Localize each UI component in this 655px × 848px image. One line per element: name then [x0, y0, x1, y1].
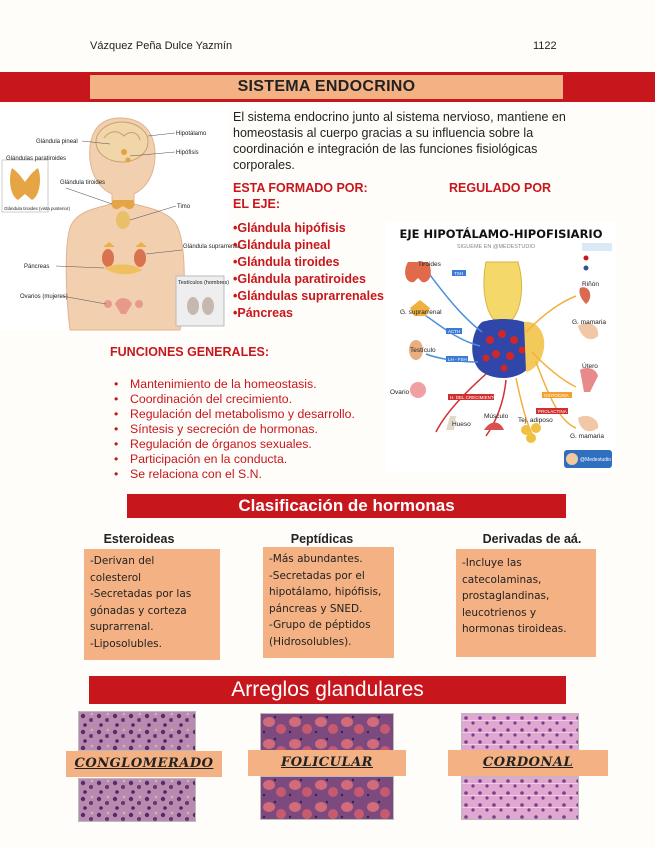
- tag-lhfsh: LH - FSH: [448, 357, 467, 362]
- funciones-list: [110, 377, 355, 482]
- box-line: hormonas tiroideas.: [462, 623, 567, 635]
- gland-item: • Glándula paratiroides: [233, 271, 393, 288]
- box-line: -Grupo de péptidos: [269, 619, 371, 631]
- label-ax-hueso: Hueso: [452, 421, 471, 428]
- arreglo-label-cordonal: CORDONAL: [448, 750, 608, 776]
- tag-gh: H. DEL CRECIMIENTO: [450, 395, 498, 400]
- gland-item: • Glándulas suprarrenales: [233, 288, 393, 305]
- funcion-item: • Participación en la conducta.: [110, 452, 355, 467]
- gland-item: • Glándula hipófisis: [233, 220, 393, 237]
- arreglo-label-conglomerado: CONGLOMERADO: [66, 751, 222, 777]
- funcion-item: • Se relaciona con el S.N.: [110, 467, 355, 482]
- hpa-axis-infographic: [386, 222, 616, 472]
- box-line: -Derivan del: [90, 555, 155, 567]
- column-title-esteroideas: Esteroideas: [103, 532, 175, 546]
- arreglos-heading: Arreglos glandulares: [89, 676, 566, 704]
- arreglo-label-folicular: FOLICULAR: [248, 750, 406, 776]
- box-line: -Liposolubles.: [90, 637, 162, 650]
- box-line: (Hidrosolubles).: [269, 635, 352, 648]
- label-ax-suprarrenal: G. suprarrenal: [400, 309, 442, 316]
- clasificacion-heading: Clasificación de hormonas: [127, 494, 566, 518]
- tissue-image-cordonal-bottom: [461, 776, 579, 820]
- box-line: suprarrenal.: [90, 621, 154, 633]
- column-title-peptidicas: Peptídicas: [290, 532, 354, 546]
- axis-credit: @Medestudio: [580, 457, 611, 463]
- derivadas-box: [456, 549, 596, 657]
- label-ax-tejido: Tej. adiposo: [518, 417, 553, 424]
- gland-item: • Glándula tiroides: [233, 254, 393, 271]
- label-hipotalamo: Hipotálamo: [176, 131, 207, 137]
- regulado-por-line2: EL EJE:: [233, 197, 281, 211]
- regulado-por-heading: [449, 180, 551, 196]
- box-line: -Secretadas por el: [269, 569, 365, 582]
- gland-item: • Páncreas: [233, 305, 393, 322]
- gland-list: [233, 220, 393, 322]
- gland-item: • Glándula pineal: [233, 237, 393, 254]
- box-line: prostaglandinas,: [462, 590, 550, 602]
- box-line: hipotálamo, hipófisis,: [269, 586, 382, 598]
- box-line: páncreas y SNED.: [269, 602, 363, 615]
- funcion-item: • Síntesis y secreción de hormonas.: [110, 422, 355, 437]
- label-ax-musculo: Músculo: [484, 413, 509, 420]
- funcion-item: • Coordinación del crecimiento.: [110, 392, 355, 407]
- tag-oxitocina: OXITOCINA: [544, 393, 569, 398]
- tag-tsh: TSH: [454, 271, 463, 276]
- label-tiroides-post: Glándula tiroides (vista posterior): [4, 206, 71, 211]
- regulado-por-line1: REGULADO POR: [449, 181, 552, 195]
- page-title: SISTEMA ENDOCRINO: [90, 75, 563, 99]
- box-line: -Más abundantes.: [269, 553, 363, 565]
- column-title-derivadas: Derivadas de aá.: [482, 532, 582, 546]
- axis-subtitle: SIGUEME EN @MEDESTUDIO: [456, 244, 536, 250]
- tissue-image-folicular-bottom: [260, 776, 394, 820]
- label-ax-utero: Útero: [582, 363, 598, 370]
- author-name: Vázquez Peña Dulce Yazmín: [90, 40, 233, 52]
- box-line: catecolaminas,: [462, 573, 542, 586]
- label-suprarrenal: Glándula suprarrenal: [183, 244, 240, 250]
- label-ax-tiroides: Tiroides: [418, 261, 441, 268]
- tissue-image-conglomerado-top: [78, 711, 196, 751]
- funciones-heading: FUNCIONES GENERALES:: [110, 345, 270, 359]
- box-line: -Secretadas por las: [90, 588, 192, 600]
- funcion-item: • Mantenimiento de la homeostasis.: [110, 377, 355, 392]
- tissue-image-conglomerado-bottom: [78, 778, 196, 822]
- label-ax-mamaria2: G. mamaria: [570, 433, 604, 440]
- label-pineal: Glándula pineal: [36, 139, 78, 145]
- intro-paragraph: El sistema endocrino junto al sistema nervioso, mantiene en homeostasis al cuerpo gracias a su influencia sobre la coordinación e integración de las funciones fisiológicas corporales.: [233, 110, 566, 172]
- label-hipofisis: Hipófisis: [176, 150, 199, 156]
- axis-title: EJE HIPOTÁLAMO-HIPOFISIARIO: [399, 227, 603, 241]
- label-ax-mamaria1: G. mamaria: [572, 319, 606, 326]
- formado-por-heading: ESTA FORMADO POR:: [233, 181, 368, 195]
- tag-acth: ACTH: [448, 329, 461, 334]
- label-tiroides: Glándula tiroides: [60, 180, 106, 186]
- box-line: colesterol: [90, 571, 142, 584]
- label-ax-rinon: Riñón: [582, 281, 599, 288]
- esteroideas-box: [84, 549, 220, 660]
- tag-prolactina: PROLACTINA: [538, 409, 567, 414]
- tissue-image-cordonal-top: [461, 713, 579, 753]
- label-ax-ovario: Ovario: [390, 389, 410, 396]
- label-pancreas: Páncreas: [24, 264, 50, 270]
- peptidicas-box: [263, 547, 394, 658]
- label-ovarios: Ovarios (mujeres): [20, 294, 68, 300]
- box-line: leucotrienos y: [462, 606, 537, 619]
- funcion-item: • Regulación de órganos sexuales.: [110, 437, 355, 452]
- tissue-image-folicular-top: [260, 713, 394, 753]
- label-paratiroides: Glándulas paratiroides: [6, 156, 67, 162]
- label-testiculos: Testículos (hombres): [178, 280, 230, 286]
- funcion-item: • Regulación del metabolismo y desarrollo.: [110, 407, 355, 422]
- label-timo: Timo: [177, 204, 191, 210]
- student-number: 1122: [533, 40, 557, 52]
- box-line: gónadas y corteza: [90, 604, 187, 617]
- body-endocrine-illustration: [0, 108, 240, 330]
- box-line: -Incluye las: [462, 557, 522, 569]
- label-ax-testiculo: Testículo: [410, 347, 436, 354]
